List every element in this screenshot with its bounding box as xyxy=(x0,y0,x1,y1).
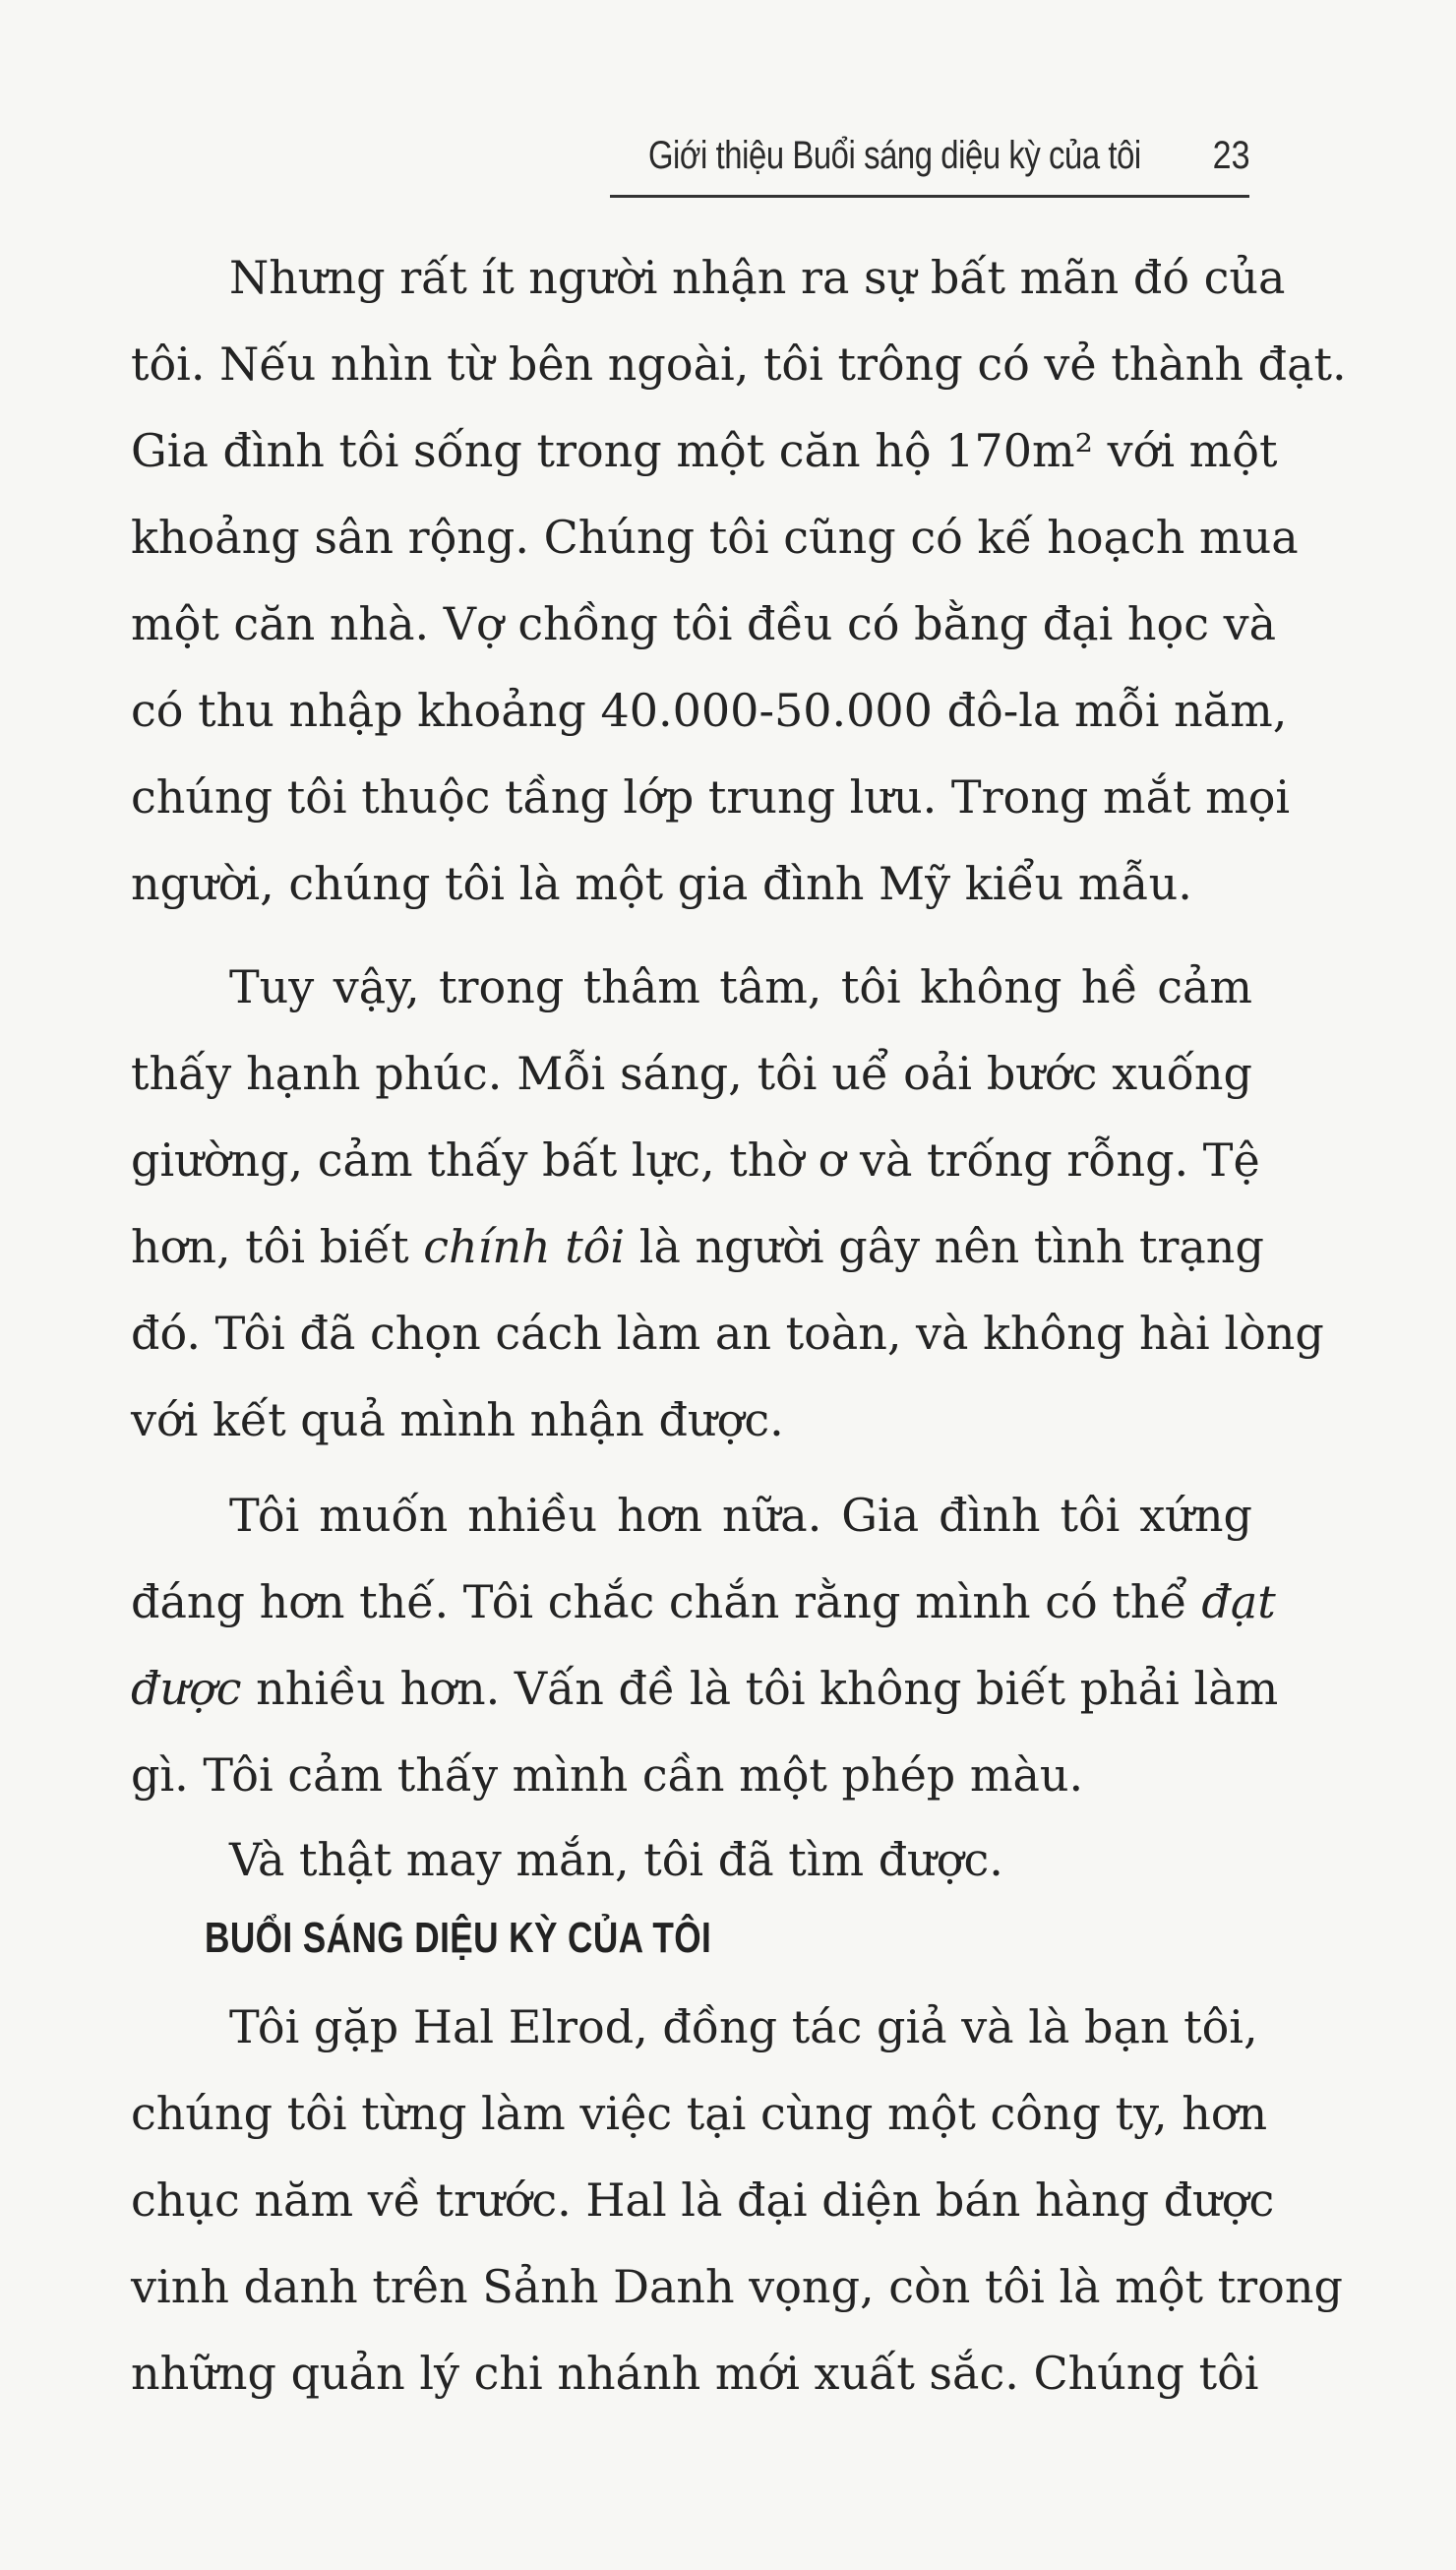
paragraph-3 xyxy=(131,1472,1279,1818)
text-line: Tôi gặp Hal Elrod, đồng tác giả và là bạn tôi, xyxy=(229,2000,1258,2053)
text-line: với kết quả mình nhận được. xyxy=(131,1393,784,1446)
text-line: người, chúng tôi là một gia đình Mỹ kiểu mẫu. xyxy=(131,857,1192,910)
italic-text: chính tôi xyxy=(423,1220,626,1273)
running-header-title: Giới thiệu Buổi sáng diệu kỳ của tôi xyxy=(648,134,1141,177)
text-line: Tuy vậy, trong thâm tâm, tôi không hề cảm xyxy=(229,960,1252,1013)
text-line: tôi. Nếu nhìn từ bên ngoài, tôi trông có vẻ thành đạt. xyxy=(131,337,1347,391)
paragraph-2 xyxy=(131,944,1324,1463)
text-run: nhiều hơn. Vấn đề là tôi không biết phải làm xyxy=(241,1662,1279,1715)
text-line: có thu nhập khoảng 40.000-50.000 đô-la mỗi năm, xyxy=(131,684,1288,737)
text-line: chúng tôi thuộc tầng lớp trung lưu. Trong mắt mọi xyxy=(131,770,1291,824)
text-run: hơn, tôi biết xyxy=(131,1220,424,1273)
italic-text: được xyxy=(131,1662,242,1715)
text-line: vinh danh trên Sảnh Danh vọng, còn tôi là một trong xyxy=(131,2260,1343,2313)
text-line xyxy=(131,1645,1279,1732)
text-line xyxy=(131,1559,1276,1645)
text-line: Và thật may mắn, tôi đã tìm được. xyxy=(229,1833,1003,1886)
section-heading: BUỔI SÁNG DIỆU KỲ CỦA TÔI xyxy=(205,1914,712,1962)
paragraph-5 xyxy=(131,1984,1343,2417)
text-line: giường, cảm thấy bất lực, thờ ơ và trống rỗng. Tệ xyxy=(131,1133,1260,1187)
paragraph-1 xyxy=(131,234,1347,927)
italic-text: đạt xyxy=(1201,1575,1276,1628)
text-line: một căn nhà. Vợ chồng tôi đều có bằng đại học và xyxy=(131,597,1277,650)
text-line: thấy hạnh phúc. Mỗi sáng, tôi uể oải bước xuống xyxy=(131,1047,1252,1100)
text-line: Tôi muốn nhiều hơn nữa. Gia đình tôi xứng xyxy=(229,1489,1252,1542)
text-line: Nhưng rất ít người nhận ra sự bất mãn đó của xyxy=(229,251,1286,304)
text-line xyxy=(131,1203,1264,1290)
text-line: Gia đình tôi sống trong một căn hộ 170m² với một xyxy=(131,424,1278,477)
text-line: những quản lý chi nhánh mới xuất sắc. Chúng tôi xyxy=(131,2347,1259,2400)
text-run: đáng hơn thế. Tôi chắc chắn rằng mình có thể xyxy=(131,1575,1202,1628)
text-line: gì. Tôi cảm thấy mình cần một phép màu. xyxy=(131,1748,1084,1802)
paragraph-4 xyxy=(131,1816,1252,1903)
text-line: chục năm về trước. Hal là đại diện bán hàng được xyxy=(131,2173,1275,2227)
text-line: chúng tôi từng làm việc tại cùng một công ty, hơn xyxy=(131,2087,1268,2140)
running-header xyxy=(610,116,1249,198)
text-line: khoảng sân rộng. Chúng tôi cũng có kế hoạch mua xyxy=(131,511,1299,564)
text-line: đó. Tôi đã chọn cách làm an toàn, và không hài lòng xyxy=(131,1307,1324,1360)
text-run: là người gây nên tình trạng xyxy=(625,1220,1264,1273)
page-number: 23 xyxy=(1212,134,1249,177)
